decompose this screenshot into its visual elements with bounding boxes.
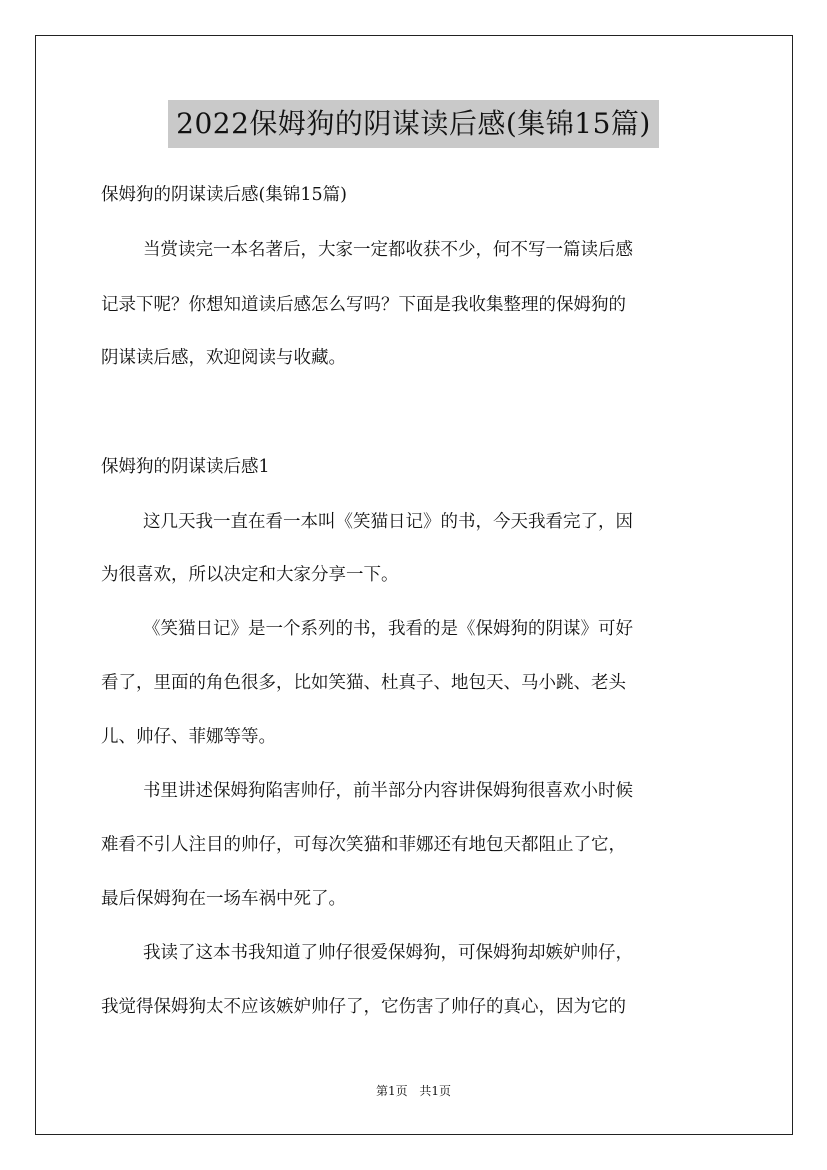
paragraph-line: 书里讲述保姆狗陷害帅仔，前半部分内容讲保姆狗很喜欢小时候 — [143, 781, 633, 801]
document-title: 2022保姆狗的阴谋读后感(集锦15篇) — [168, 100, 659, 148]
paragraph-line: 儿、帅仔、菲娜等等。 — [101, 727, 276, 747]
page-footer — [0, 1083, 827, 1099]
title-container — [0, 100, 827, 148]
paragraph-line: 《笑猫日记》是一个系列的书，我看的是《保姆狗的阴谋》可好 — [143, 619, 633, 639]
document-subtitle: 保姆狗的阴谋读后感(集锦15篇) — [101, 185, 347, 205]
paragraph-line: 我读了这本书我知道了帅仔很爱保姆狗，可保姆狗却嫉妒帅仔， — [143, 943, 633, 963]
intro-line: 阴谋读后感，欢迎阅读与收藏。 — [101, 348, 346, 368]
section-heading: 保姆狗的阴谋读后感1 — [101, 457, 270, 477]
intro-line: 记录下呢？你想知道读后感怎么写吗？下面是我收集整理的保姆狗的 — [101, 295, 626, 315]
paragraph-line: 为很喜欢，所以决定和大家分享一下。 — [101, 565, 399, 585]
page-number: 第1页 — [375, 1084, 408, 1098]
paragraph-line: 最后保姆狗在一场车祸中死了。 — [101, 889, 346, 909]
paragraph-line: 我觉得保姆狗太不应该嫉妒帅仔了，它伤害了帅仔的真心，因为它的 — [101, 997, 626, 1017]
paragraph-line: 看了，里面的角色很多，比如笑猫、杜真子、地包天、马小跳、老头 — [101, 673, 626, 693]
paragraph-line: 这几天我一直在看一本叫《笑猫日记》的书，今天我看完了，因 — [143, 512, 633, 532]
intro-line: 当赏读完一本名著后，大家一定都收获不少，何不写一篇读后感 — [143, 240, 633, 260]
page-total: 共1页 — [419, 1084, 452, 1098]
paragraph-line: 难看不引人注目的帅仔，可每次笑猫和菲娜还有地包天都阻止了它， — [101, 835, 626, 855]
